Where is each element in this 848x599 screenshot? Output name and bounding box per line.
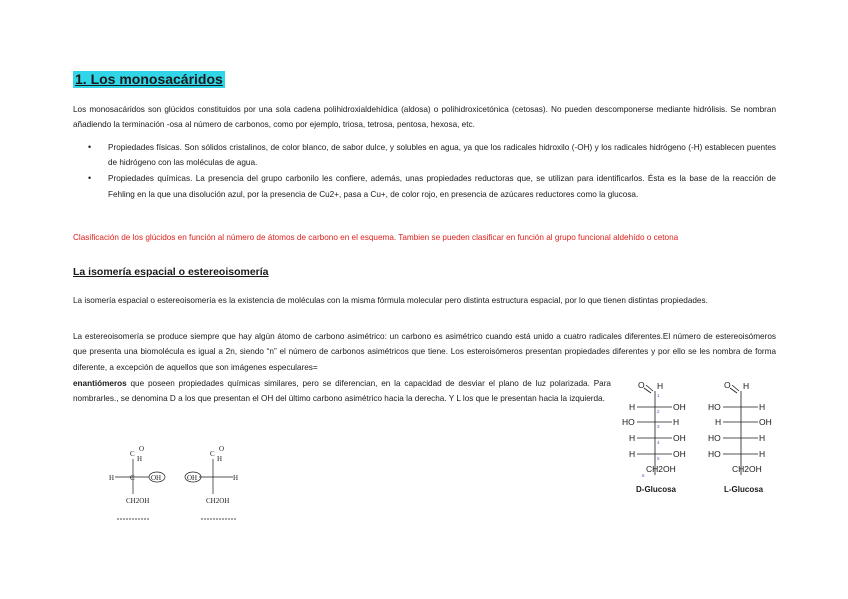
svg-text:O: O — [724, 380, 731, 390]
svg-text:H: H — [759, 449, 766, 459]
svg-text:CH2OH: CH2OH — [126, 497, 150, 505]
d-glucose-label: D-Glucosa — [636, 485, 677, 494]
estereoisomeria-paragraph: La estereoisomería se produce siempre que hay algún átomo de carbono asimétrico: un carbono es asimétrico cuando está unido a cuatro radicales diferentes.El número de estereoisómeros que presenta una biomolécula es igual a 2n, siendo “n” el número de carbonos asimétricos que tiene. Los esteroisómeros presentan propiedades diferentes y por ello se les nombra de forma diferente, a excepción de aquellos que son imágenes especulares= — [73, 332, 776, 372]
svg-text:HO: HO — [708, 433, 721, 443]
aldehyde-oxygen: O — [638, 380, 645, 390]
list-item-physical: • Propiedades físicas. Son sólidos cristalinos, de color blanco, de sabor dulce, y solubles en agua, ya que los radicales hidroxilo (-OH) y los radicales hidrógeno (-H) establecen puentes de hidrógeno con las moléculas de agua. — [88, 142, 776, 168]
svg-text:2: 2 — [657, 409, 660, 414]
svg-text:HO: HO — [708, 449, 721, 459]
svg-text:OH: OH — [673, 433, 686, 443]
svg-text:O: O — [219, 445, 225, 453]
section-heading-monosacaridos: 1. Los monosacáridos — [75, 71, 223, 87]
svg-text:H: H — [233, 474, 239, 482]
aldehyde-hydrogen: H — [657, 381, 664, 391]
svg-text:H: H — [629, 433, 636, 443]
svg-text:4: 4 — [657, 440, 660, 445]
svg-text:OH: OH — [151, 474, 162, 482]
svg-text:HO: HO — [622, 417, 635, 427]
d-glucose-structure — [622, 380, 686, 494]
svg-text:OH: OH — [759, 417, 772, 427]
svg-text:CH2OH: CH2OH — [732, 464, 762, 474]
svg-text:CH2OH: CH2OH — [646, 464, 676, 474]
svg-text:H: H — [759, 402, 766, 412]
svg-text:OH: OH — [187, 474, 198, 482]
glucose-fischer-figure — [620, 377, 810, 507]
bullet-icon: • — [88, 142, 92, 152]
properties-list — [88, 140, 776, 203]
list-item-chemical: • Propiedades químicas. La presencia del grupo carbonilo les confiere, además, unas propiedades reductoras que, se utilizan para identificarlos. Ésta es la base de la reacción de Fehling en la que una disolución azul, por la presencia de Cu2+, pasa a Cu+, de color rojo, en presencia de azúcares reductores como la glucosa. — [88, 173, 776, 199]
l-glucose-structure — [708, 380, 772, 494]
enantiomeros-term: enantiómeros — [73, 379, 127, 388]
svg-text:H: H — [629, 449, 636, 459]
svg-text:1: 1 — [657, 393, 660, 398]
svg-text:H: H — [109, 474, 115, 482]
svg-text:C: C — [210, 450, 215, 458]
svg-text:HO: HO — [708, 402, 721, 412]
classification-note: Clasificación de los glúcidos en función al número de átomos de carbono en el esquema. Tambien se pueden clasificar en función al grupo funcional aldehído o cetona — [73, 233, 679, 242]
svg-text:CH2OH: CH2OH — [206, 497, 230, 505]
svg-text:H: H — [629, 402, 636, 412]
svg-text:H: H — [673, 417, 680, 427]
svg-text:H: H — [137, 455, 143, 463]
svg-text:OH: OH — [673, 449, 686, 459]
section-heading-isomeria: La isomería espacial o estereoisomería — [73, 266, 269, 278]
svg-text:3: 3 — [657, 424, 660, 429]
svg-text:O: O — [139, 445, 145, 453]
svg-text:H: H — [715, 417, 722, 427]
isomeria-paragraph: La isomería espacial o estereoisomería es la existencia de moléculas con la misma fórmula molecular pero distinta estructura espacial, por lo que tienen distintas propiedades. — [73, 296, 708, 305]
svg-text:C: C — [130, 474, 135, 482]
bullet-icon: • — [88, 173, 92, 184]
svg-text:H: H — [743, 381, 750, 391]
svg-text:OH: OH — [673, 402, 686, 412]
intro-paragraph: Los monosacáridos son glúcidos constituidos por una sola cadena polihidroxialdehídica (aldosa) o polihidroxicetónica (cetosas). No pueden descomponerse mediante hidrólisis. Se nombran añadiendo la terminación -osa al número de carbonos, como por ejemplo, triosa, tetrosa, pentosa, hexosa, etc. — [73, 105, 776, 130]
svg-text:C: C — [130, 450, 135, 458]
svg-text:6: 6 — [642, 473, 645, 478]
svg-text:H: H — [759, 433, 766, 443]
glyceraldehyde-figure — [105, 442, 255, 522]
svg-text:5: 5 — [657, 456, 660, 461]
svg-text:H: H — [217, 455, 223, 463]
enantiomeros-paragraph: enantiómeros que poseen propiedades químicas similares, pero se diferencian, en la capacidad de desviar el plano de luz polarizada. Para nombrarles., se denomina D a los que presentan el OH del último carbono asimétrico hacia la derecha. Y L los que le presentan hacia la izquierda. — [73, 379, 611, 404]
l-glucose-label: L-Glucosa — [724, 485, 764, 494]
